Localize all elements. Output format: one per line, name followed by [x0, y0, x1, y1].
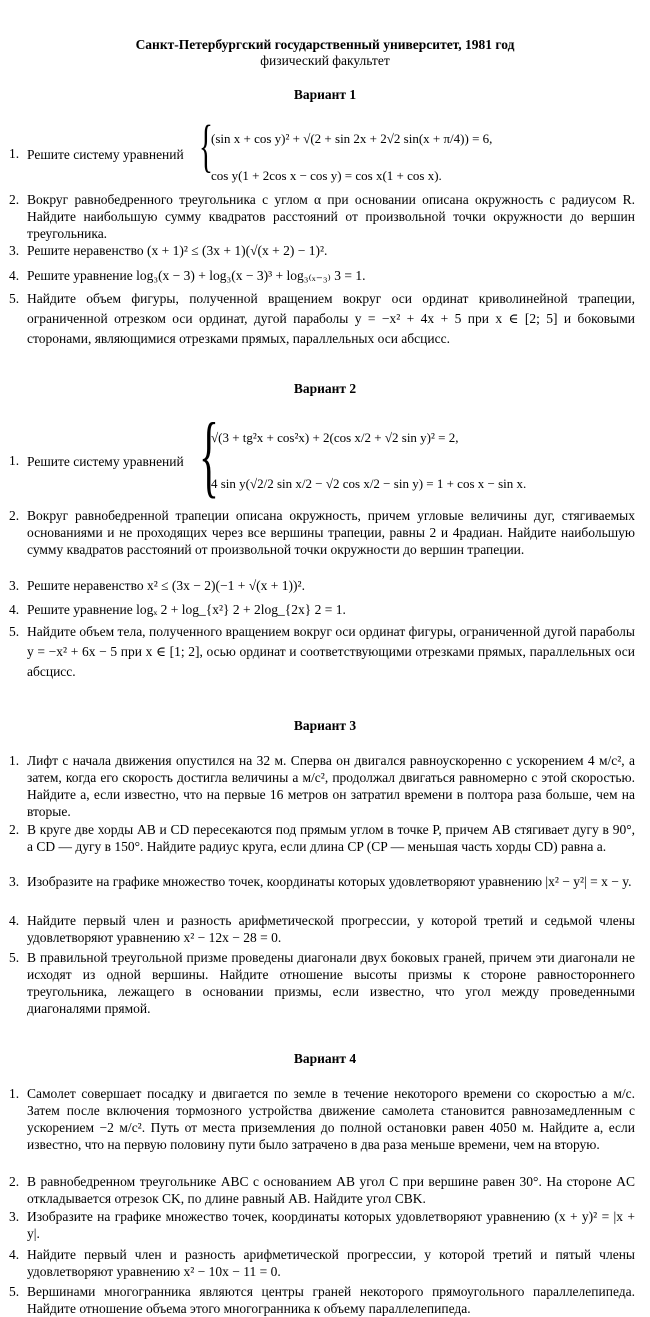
problem-number: 4.	[9, 268, 20, 283]
problem-number: 3.	[9, 578, 20, 593]
problem-text: В круге две хорды AB и CD пересекаются под прямым углом в точке P, причем AB стягивает дугу в 90°, а CD — дугу в 150°. Найдите радиус круга, если длина CP (CP — меньшая часть хорды CD) равна a.	[27, 822, 635, 854]
variant-heading: Вариант 3	[293, 718, 357, 733]
problem-number: 3.	[9, 243, 20, 258]
page-title: Санкт-Петербургский государственный университет, 1981 год	[135, 37, 515, 52]
equation-line: 4 sin y(√2/2 sin x/2 − √2 cos x/2 − sin y) = 1 + cos x − sin x.	[211, 476, 527, 491]
problem-text: Вершинами многогранника являются центры граней некоторого прямоугольного параллелепипеда. Найдите отношение объема этого многогранника к объему параллелепипеда.	[27, 1284, 635, 1316]
problem-number: 3.	[9, 1209, 20, 1224]
problem-text: Изобразите на графике множество точек, координаты которых удовлетворяют уравнению |x² − y²| = x − y.	[27, 874, 632, 889]
problem-number: 4.	[9, 913, 20, 928]
problem-text: Найдите объем тела, полученного вращением вокруг оси ординат фигуры, ограниченной дугой параболы y = −x² + 6x − 5 при x ∈ [1; 2], осью ординат и соответствующими отрезками прямых, параллельных оси абсцисс.	[27, 624, 635, 679]
problem-text: Решите неравенство x² ≤ (3x − 2)(−1 + √(x + 1))².	[27, 578, 305, 593]
problem-text: Найдите первый член и разность арифметической прогрессии, у которой третий и седьмой члены удовлетворяют уравнению x² − 12x − 28 = 0.	[27, 913, 635, 945]
problem-text: В равнобедренном треугольнике ABC с основанием AB угол C при вершине равен 30°. На стороне AC откладывается отрезок CK, по длине равный AB. Найдите угол CBK.	[27, 1174, 635, 1206]
problem-number: 1.	[9, 753, 20, 768]
problem-text: Решите уравнение log₃(x − 3) + log₃(x − 3)³ + log₃₍ₓ₋₃₎ 3 = 1.	[27, 268, 366, 283]
problem-text: Найдите первый член и разность арифметической прогрессии, у которой третий и пятый члены удовлетворяют уравнению x² − 10x − 11 = 0.	[27, 1247, 635, 1279]
problem-text: Вокруг равнобедренной трапеции описана окружность, причем угловые величины дуг, стягиваемых основаниями и не проходящих через все вершины трапеции, равны 2 и 4радиан. Найдите наибольшую сумму квадратов расстояний от произвольной точки окружности до вершин трапеции.	[27, 508, 635, 557]
problem-number: 2.	[9, 508, 20, 523]
page-subtitle: физический факультет	[260, 53, 390, 68]
equation-line: cos y(1 + 2cos x − cos y) = cos x(1 + cos x).	[211, 168, 442, 183]
problem-text: Лифт с начала движения опустился на 32 м. Сперва он двигался равноускоренно с ускорением 4 м/с², а затем, когда его скорость достигла величины a м/с², продолжал двигаться равномерно с этой скоростью. Найдите a, если известно, что на первые 16 метров он затратил времени в полтора раза больше, чем на вторые.	[27, 753, 635, 819]
variant-heading: Вариант 4	[293, 1051, 357, 1066]
system-brace: {	[199, 404, 219, 506]
equation-line: (sin x + cos y)² + √(2 + sin 2x + 2√2 sin(x + π/4)) = 6,	[211, 131, 493, 146]
problem-text: Решите систему уравнений	[27, 147, 184, 162]
variant-heading: Вариант 2	[293, 381, 357, 396]
problem-number: 4.	[9, 602, 20, 617]
problem-text: Вокруг равнобедренного треугольника с углом α при основании описана окружность с радиусом R. Найдите наибольшую сумму квадратов расстояний от произвольной точки окружности до вершин треугольника.	[27, 192, 635, 241]
problem-text: Самолет совершает посадку и двигается по земле в течение некоторого времени со скоростью a м/с. Затем после включения тормозного устройства движение самолета становится равнозамедленным с ускорением −2 м/с². Путь от места приземления до полной остановки равен 4050 м. Найдите a, если известно, что на первую половину пути было затрачено в два раза меньше времени, чем на вторую.	[27, 1086, 635, 1152]
problem-text: Найдите объем фигуры, полученной вращением вокруг оси ординат криволинейной трапеции, ограниченной отрезком оси ординат, дугой параболы y = −x² + 4x + 5 при x ∈ [2; 5] и боковыми сторонами, являющимися отрезками прямых, параллельных оси абсцисс.	[27, 291, 635, 346]
problem-number: 2.	[9, 192, 20, 207]
problem-number: 1.	[9, 453, 20, 468]
problem-number: 2.	[9, 1174, 20, 1189]
problem-number: 5.	[9, 1284, 20, 1299]
problem-text: В правильной треугольной призме проведены диагонали двух боковых граней, причем эти диагонали не исходят из одной вершины. Найдите отношение высоты призмы к стороне равностороннего треугольника, лежащего в основании призмы, если известно, что угол между проведенными диагоналями прямой.	[27, 950, 635, 1016]
problem-number: 5.	[9, 624, 20, 639]
problem-text: Решите систему уравнений	[27, 454, 184, 469]
variant-heading: Вариант 1	[293, 87, 357, 102]
problem-text: Изобразите на графике множество точек, координаты которых удовлетворяют уравнению (x + y)² = |x + y|.	[27, 1209, 635, 1241]
problem-number: 1.	[9, 1086, 20, 1101]
problem-number: 2.	[9, 822, 20, 837]
problem-number: 4.	[9, 1247, 20, 1262]
equation-line: √(3 + tg²x + cos²x) + 2(cos x/2 + √2 sin y)² = 2,	[211, 430, 459, 445]
problem-number: 5.	[9, 950, 20, 965]
problem-number: 5.	[9, 291, 20, 306]
problem-number: 1.	[9, 146, 20, 161]
problem-text: Решите уравнение logₓ 2 + log_{x²} 2 + 2log_{2x} 2 = 1.	[27, 602, 346, 617]
problem-number: 3.	[9, 874, 20, 889]
problem-text: Решите неравенство (x + 1)² ≤ (3x + 1)(√(x + 2) − 1)².	[27, 243, 328, 258]
system-brace: {	[199, 113, 213, 178]
